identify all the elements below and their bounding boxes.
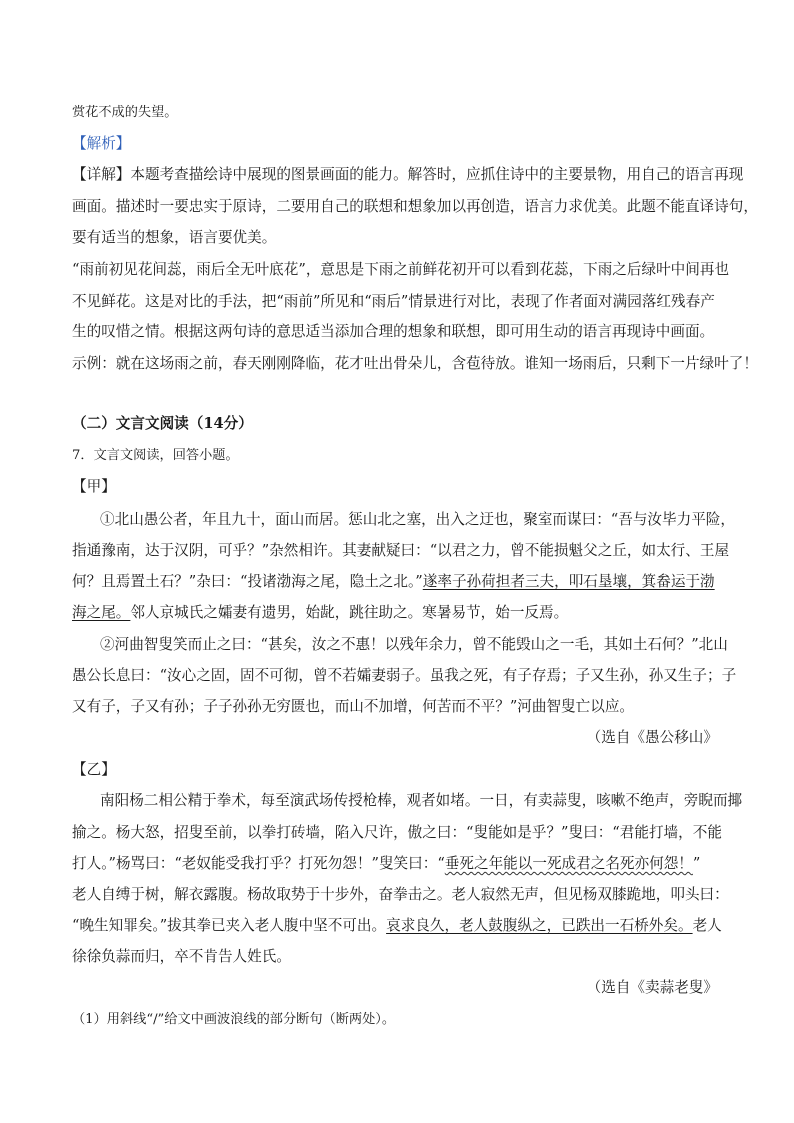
- jia-p1-line-4: [72, 603, 568, 623]
- yi-line-3-text: 打人。”杨骂曰：“老奴能受我打乎？打死勿怨！”叟笑曰：“: [72, 855, 445, 872]
- detail-line-1: 【详解】本题考查描绘诗中展现的图景画面的能力。解答时，应抓住诗中的主要景物，用自己的语言再现: [72, 166, 744, 183]
- jia-p1-line-3: [72, 572, 715, 592]
- jia-p1-line-4-text: 邻人京城氏之孀妻有遗男，始龀，跳往助之。寒暑易节，始一反焉。: [130, 604, 569, 621]
- sub-question-1: （1）用斜线“/”给文中画波浪线的部分断句（断两处）。: [72, 1012, 396, 1027]
- label-jia: 【甲】: [72, 478, 116, 495]
- answer-tail: 赏花不成的失望。: [72, 105, 178, 120]
- jia-source: （选自《愚公移山》: [586, 729, 718, 746]
- jia-underlined-a: 遂率子孙荷担者三夫，叩石垦壤，箕畚运于渤: [422, 573, 715, 590]
- jia-p1-line-2: 指通豫南，达于汉阴，可乎？”杂然相许。其妻献疑曰：“以君之力，曾不能损魁父之丘，如太行、王屋: [72, 542, 730, 559]
- yi-line-5-end: 老人: [692, 917, 722, 934]
- jia-p2-line-3: 又有子，子又有孙；子子孙孙无穷匮也，而山不加增，何苦而不平？”河曲智叟亡以应。: [72, 698, 635, 715]
- yi-line-3-close: ”: [692, 855, 701, 872]
- yi-wavy-text: 垂死之年能以一死成君之名死亦何怨！: [444, 855, 693, 872]
- jia-p1-line-3-text: 何？且焉置土石？”杂曰：“投诸渤海之尾，隐土之北。”: [72, 573, 423, 590]
- question-7: 7．文言文阅读，回答小题。: [72, 448, 239, 463]
- section-heading: （二）文言文阅读（14分）: [72, 415, 253, 432]
- yi-source: （选自《卖蒜老叟》: [586, 979, 718, 996]
- yi-line-6: 徐徐负蒜而归，卒不肯告人姓氏。: [72, 948, 291, 965]
- yi-line-3: [72, 854, 700, 874]
- jia-p1-line-1: ①北山愚公者，年且九十，面山而居。惩山北之塞，出入之迂也，聚室而谋曰：“吾与汝毕力平险，: [100, 511, 735, 528]
- yi-line-2: 揄之。杨大怒，招叟至前，以拳打砖墙，陷入尺许，傲之曰：“叟能如是乎？”叟曰：“君能打墙，不能: [72, 824, 722, 841]
- explain-line-2: 不见鲜花。这是对比的手法，把“雨前”所见和“雨后”情景进行对比，表现了作者面对满园落红残春产: [72, 293, 715, 310]
- yi-line-5-text: “晚生知罪矣。”拔其拳已夹入老人腹中坚不可出。: [72, 917, 387, 934]
- jia-underlined-b: 海之尾。: [72, 604, 131, 621]
- detail-line-3: 要有适当的想象，语言要优美。: [72, 229, 277, 246]
- explain-line-1: “雨前初见花间蕊，雨后全无叶底花”，意思是下雨之前鲜花初开可以看到花蕊，下雨之后绿叶中间再也: [72, 261, 730, 278]
- example-line: 示例：就在这场雨之前，春天刚刚降临，花才吐出骨朵儿，含苞待放。谁知一场雨后，只剩下一片绿叶了！: [72, 355, 758, 372]
- yi-line-1: 南阳杨二相公精于拳术，每至演武场传授枪棒，观者如堵。一日，有卖蒜叟，咳嗽不绝声，旁睨而揶: [100, 792, 743, 809]
- detail-line-2: 画面。描述时一要忠实于原诗，二要用自己的联想和想象加以再创造，语言力求优美。此题不能直译诗句，: [72, 198, 758, 215]
- explain-line-3: 生的叹惜之情。根据这两句诗的意思适当添加合理的想象和联想，即可用生动的语言再现诗中画面。: [72, 323, 715, 340]
- yi-underlined: 哀求良久，老人鼓腹纵之，已跌出一石桥外矣。: [386, 917, 693, 934]
- jia-p2-line-1: ②河曲智叟笑而止之曰：“甚矣，汝之不惠！以残年余力，曾不能毁山之一毛，其如土石何？”北山: [100, 636, 728, 653]
- label-yi: 【乙】: [72, 761, 116, 778]
- yi-line-5: [72, 916, 722, 936]
- yi-line-4: 老人自缚于树，解衣露腹。杨故取势于十步外，奋拳击之。老人寂然无声，但见杨双膝跪地，叩头曰：: [72, 886, 729, 903]
- jia-p2-line-2: 愚公长息曰：“汝心之固，固不可彻，曾不若孀妻弱子。虽我之死，有子存焉；子又生孙，孙又生子；子: [72, 667, 737, 684]
- analysis-label: 【解析】: [72, 135, 131, 152]
